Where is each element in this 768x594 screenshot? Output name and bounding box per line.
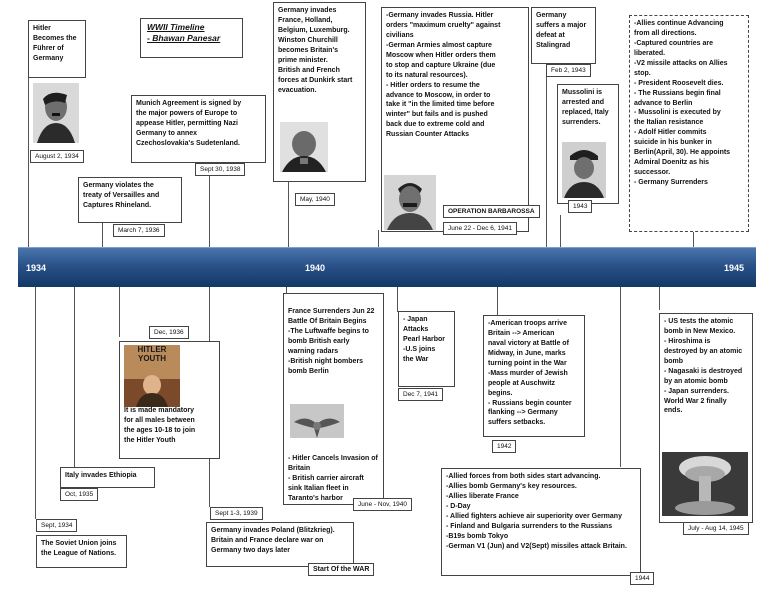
event-hitler-youth: It is made mandatory for all males between the ages 10-18 to join the Hitler Youth (119, 341, 220, 459)
date-label: July - Aug 14, 1945 (683, 522, 749, 535)
date-label: August 2, 1934 (30, 150, 84, 163)
date-label: Sept 30, 1938 (195, 163, 245, 176)
date-label: May, 1940 (295, 193, 335, 206)
connector-line (209, 164, 210, 247)
date-label: Feb 2, 1943 (546, 64, 591, 77)
churchill-portrait (280, 122, 328, 172)
hitler-youth-poster (124, 345, 180, 407)
date-label: 1942 (492, 440, 516, 453)
year-label-1934: 1934 (26, 263, 47, 273)
connector-line (102, 222, 103, 247)
connector-line (119, 287, 120, 337)
luftwaffe-eagle-image (290, 394, 344, 438)
page-title: WWII Timeline - Bhawan Panesar (140, 18, 243, 58)
event-munich-agreement: Munich Agreement is signed by the major powers of Europe to appease Hitler, permitting Nazi Germany to annex Czechoslovakia's Sudetenland. (131, 95, 266, 163)
connector-line (693, 232, 694, 247)
event-rhineland: Germany violates the treaty of Versailles and Captures Rhineland. (78, 177, 182, 223)
date-label: 1943 (568, 200, 592, 213)
date-label: June - Nov, 1940 (353, 498, 412, 511)
poster-text: HITLER YOUTH (137, 345, 167, 363)
event-atomic-bomb: - US tests the atomic bomb in New Mexico. - Hiroshima is destroyed by an atomic bomb - Nagasaki is destroyed by an atomic bomb - Japan surrenders. World War 2 finally ends. (659, 313, 753, 523)
connector-line (546, 75, 547, 247)
event-hitler-fuhrer: Hitler Becomes the Führer of Germany (28, 20, 86, 78)
event-1942-midway: -American troops arrive Britain --> American naval victory at Battle of Midway, in June, marks turning point in the War -Mass murder of Jewish people at Auschwitz begins. - Russians begin counter flanking --> Germany suffers setbacks. (483, 315, 585, 437)
connector-line (497, 287, 498, 315)
connector-line (74, 287, 75, 469)
mushroom-cloud-image (662, 452, 748, 516)
stalin-portrait (384, 175, 436, 230)
date-label: Dec, 1936 (149, 326, 189, 339)
hitler-cancels-text: - Hitler Cancels Invasion of Britain - British carrier aircraft sink Italian fleet in Taranto's harbor (288, 455, 378, 503)
date-label: March 7, 1936 (113, 224, 165, 237)
mussolini-portrait (562, 142, 606, 198)
event-invades-russia: -Germany invades Russia. Hitler orders "maximum cruelty" against civilians -German Armies almost capture Moscow when Hitler orders them to stop and capture Ukraine (due to its natural resources). - Hitler orders to resume the advance to Moscow, in order to take it "in the limited time before winter" but fails and is pushed back due to extreme cold and Russian Counter Attacks (381, 7, 529, 232)
event-invades-france: Germany invades France, Holland, Belgium, Luxemburg. Winston Churchill becomes Britain's prime minister. British and French forces at Dunkirk start evacuation. (273, 2, 366, 182)
event-allies-advance-1945: -Allies continue Advancing from all directions. -Captured countries are liberated. -V2 missile attacks on Allies stop. - President Roosevelt dies. - The Russians begin final advance to Berlin - Mussolini is executed by the Italian resistance - Adolf Hitler commits suicide in his bunker in Berlin(April, 30). He appoints Admiral Doenitz as his successor. - Germany Surrenders (629, 15, 749, 232)
connector-line (397, 287, 398, 312)
hitler-portrait (33, 83, 79, 143)
date-label: June 22 - Dec 6, 1941 (443, 222, 517, 235)
timeline-bar (18, 247, 756, 287)
date-label: Sept, 1934 (36, 519, 77, 532)
event-1944-allied-advance: -Allied forces from both sides start advancing. -Allies bomb Germany's key resources. -Allies liberate France - D-Day - Allied fighters achieve air superiority over Germany - Finland and Bulgaria surrenders to the Russians -B19s bomb Tokyo -German V1 (Jun) and V2(Sept) missiles attack Britain. (441, 468, 641, 576)
battle-of-britain-text: France Surrenders Jun 22 Battle Of Britain Begins -The Luftwaffe begins to bomb British early warning radars -British night bombers bomb Berlin (288, 307, 375, 375)
connector-line (288, 180, 289, 247)
connector-line (560, 215, 561, 247)
connector-line (620, 287, 621, 467)
date-label: 1944 (630, 572, 654, 585)
date-label: Dec 7, 1941 (398, 388, 443, 401)
event-pearl-harbor: - Japan Attacks Pearl Harbor -U.S joins the War (398, 311, 455, 387)
operation-label: OPERATION BARBAROSSA (443, 205, 540, 218)
connector-line (378, 230, 379, 247)
date-label: Sept 1-3, 1939 (210, 507, 263, 520)
event-mussolini-arrested: Mussolini is arrested and replaced, Italy surrenders. (557, 84, 619, 204)
event-soviet-league: The Soviet Union joins the League of Nations. (36, 535, 127, 568)
connector-line (659, 287, 660, 310)
event-battle-of-britain (283, 293, 384, 505)
year-label-1940: 1940 (305, 263, 326, 273)
connector-line (35, 287, 36, 519)
year-label-1945: 1945 (724, 263, 745, 273)
date-label: Oct, 1935 (60, 488, 98, 501)
event-stalingrad: Germany suffers a major defeat at Stalingrad (531, 7, 596, 64)
event-invades-poland: Germany invades Poland (Blitzkrieg). Britain and France declare war on Germany two days later (206, 522, 354, 567)
start-of-war-label: Start Of the WAR (308, 563, 374, 576)
event-italy-ethiopia: Italy invades Ethiopia (60, 467, 155, 488)
